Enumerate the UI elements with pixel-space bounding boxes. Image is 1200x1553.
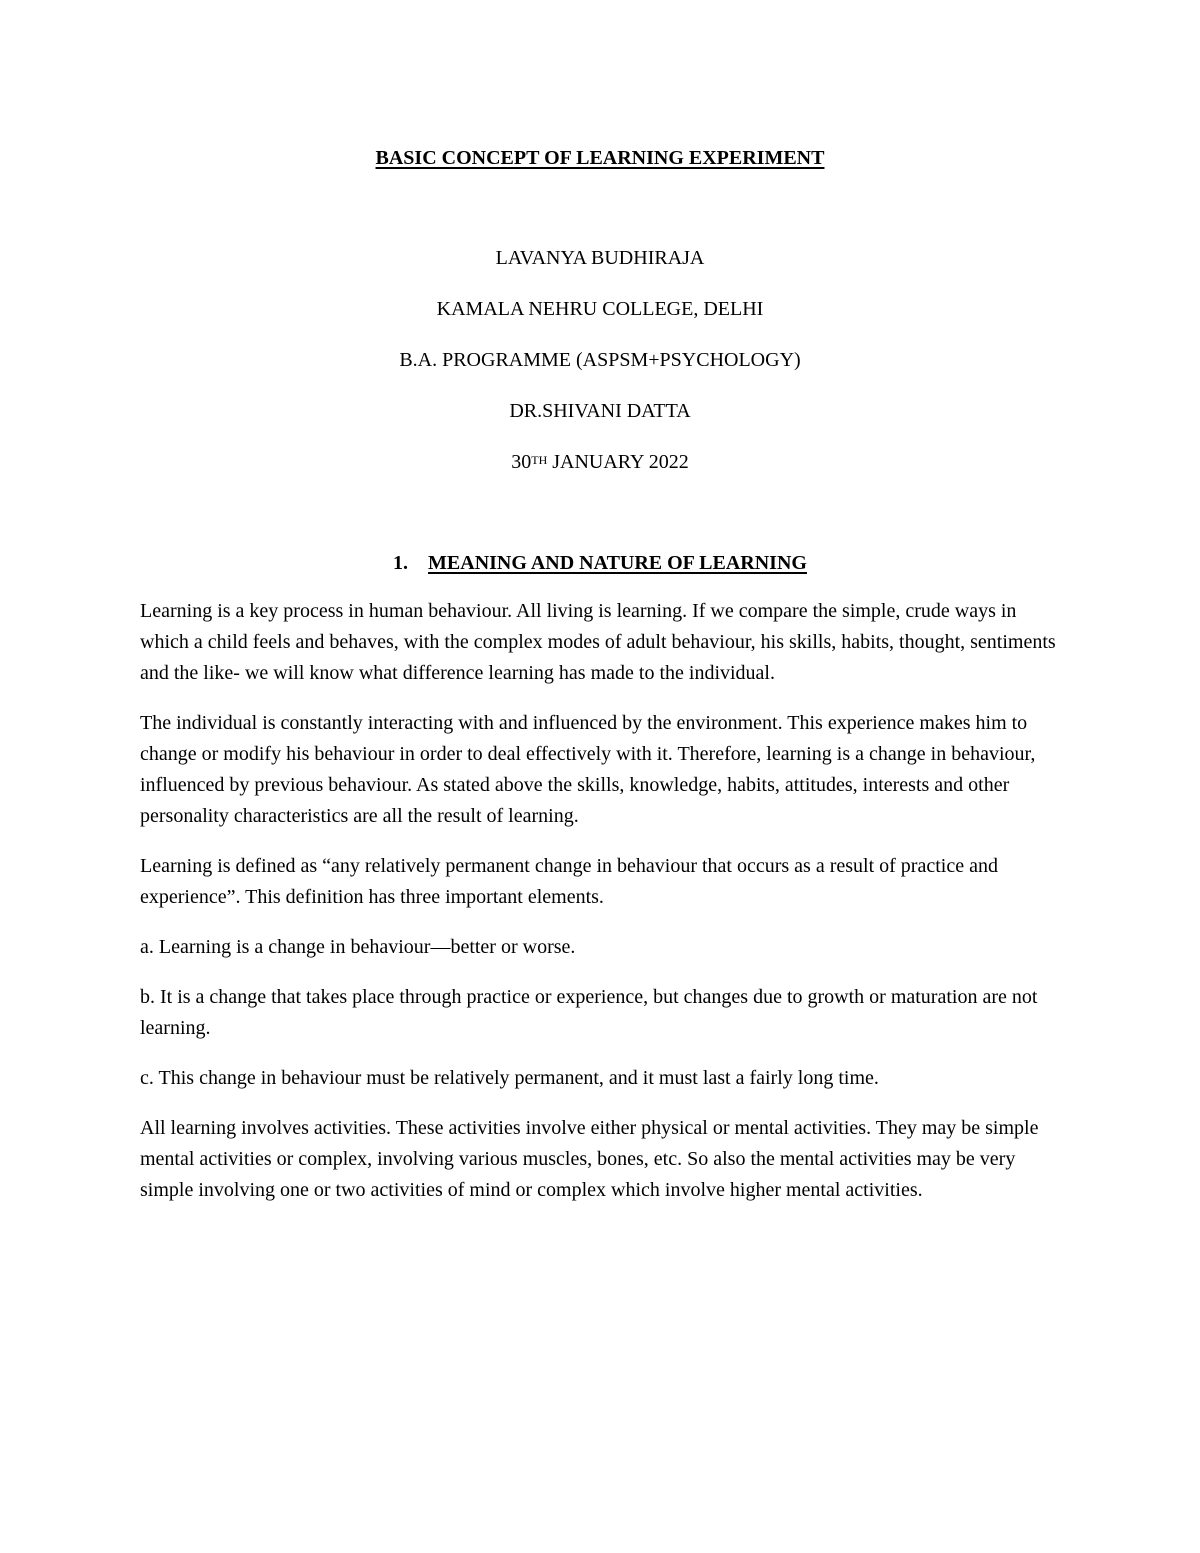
programme-name: B.A. PROGRAMME (ASPSM+PSYCHOLOGY) xyxy=(399,349,801,371)
section-heading xyxy=(0,549,1200,577)
section-body xyxy=(140,596,1060,1225)
paragraph: Learning is a key process in human behaviour. All living is learning. If we compare the simple, crude ways in which a child feels and behaves, with the complex modes of adult behaviour, his skills, habits, thought, sentiments and the like- we will know what difference learning has made to the individual. xyxy=(140,600,1056,684)
paragraph: Learning is defined as “any relatively permanent change in behaviour that occurs as a result of practice and experience”. This definition has three important elements. xyxy=(140,855,998,908)
paragraph: The individual is constantly interacting with and influenced by the environment. This experience makes him to change or modify his behaviour in order to deal effectively with it. Therefore, learning is a change in behaviour, influenced by previous behaviour. As stated above the skills, knowledge, habits, attitudes, interests and other personality characteristics are all the result of learning. xyxy=(140,712,1036,827)
cover-block xyxy=(0,244,1200,499)
document-title: BASIC CONCEPT OF LEARNING EXPERIMENT xyxy=(375,147,825,169)
date-day: 30 xyxy=(511,451,532,473)
submission-date xyxy=(0,448,1200,476)
supervisor-name: DR.SHIVANI DATTA xyxy=(509,400,691,422)
college-name: KAMALA NEHRU COLLEGE, DELHI xyxy=(436,298,764,320)
author-name: LAVANYA BUDHIRAJA xyxy=(495,247,705,269)
list-item: a. Learning is a change in behaviour—better or worse. xyxy=(140,936,576,958)
paragraph: All learning involves activities. These activities involve either physical or mental activities. They may be simple mental activities or complex, involving various muscles, bones, etc. So also the mental activities may be very simple involving one or two activities of mind or complex which involve higher mental activities. xyxy=(140,1117,1039,1201)
list-item: c. This change in behaviour must be relatively permanent, and it must last a fairly long time. xyxy=(140,1067,879,1089)
section-heading-text: MEANING AND NATURE OF LEARNING xyxy=(428,552,807,574)
list-item: b. It is a change that takes place through practice or experience, but changes due to growth or maturation are not learning. xyxy=(140,986,1038,1039)
date-suffix: TH xyxy=(531,453,548,467)
date-rest: JANUARY 2022 xyxy=(547,451,689,473)
section-number: 1. xyxy=(393,552,409,574)
